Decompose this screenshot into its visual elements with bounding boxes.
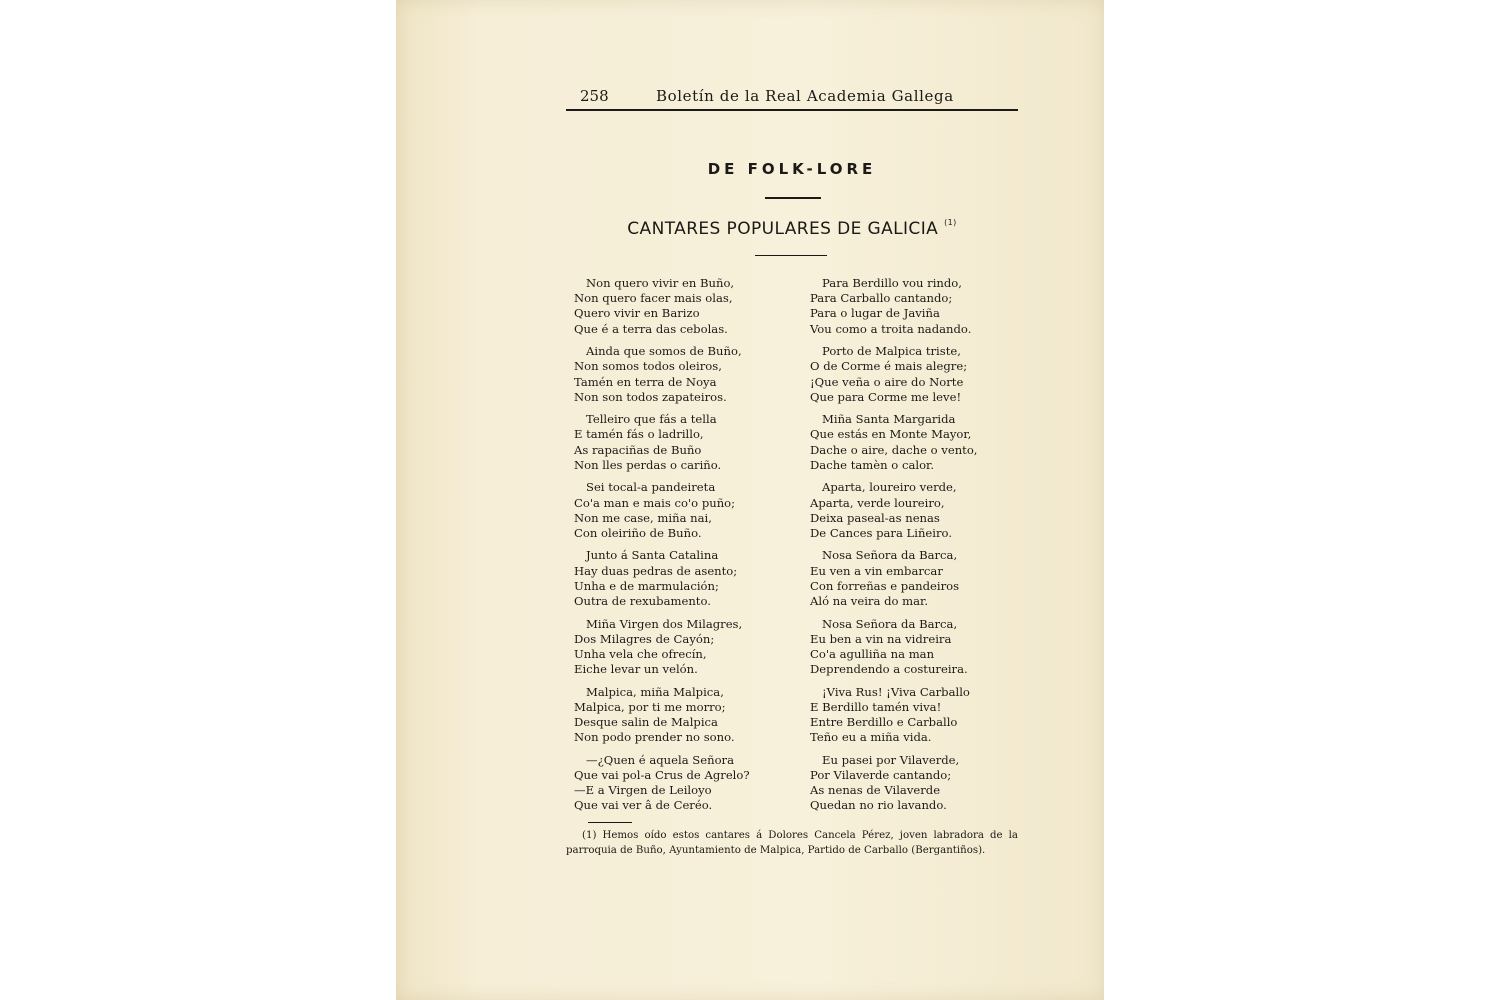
stanza — [810, 276, 1030, 337]
verse-line: Dache o aire, dache o vento, — [810, 442, 978, 457]
section-divider — [765, 197, 821, 199]
section-title: DE FOLK-LORE — [707, 160, 877, 178]
running-header — [566, 85, 1018, 111]
verse-line: Aparta, verde loureiro, — [810, 495, 945, 510]
verse-line: Outra de rexubamento. — [574, 594, 711, 609]
verse-line: E tamén fás o ladrillo, — [574, 427, 704, 442]
verse-line: De Cances para Liñeiro. — [810, 525, 953, 540]
verse-line: Para o lugar de Javiña — [810, 306, 940, 321]
verse-line: Que é a terra das cebolas. — [574, 321, 728, 336]
verse-line: Porto de Malpica triste, — [822, 344, 961, 359]
stanza — [574, 276, 794, 337]
stanza — [810, 548, 1030, 609]
stanza — [810, 685, 1030, 746]
verse-line: Co'a agulliña na man — [810, 646, 935, 661]
verse-line: Que vai pol-a Crus de Agrelo? — [574, 767, 750, 782]
verse-line: Unha vela che ofrecín, — [574, 646, 707, 661]
document-page — [396, 0, 1104, 1000]
verse-line: Con forreñas e pandeiros — [810, 578, 960, 593]
verse-line: E Berdillo tamén viva! — [810, 699, 942, 714]
footnote-marker: (1) — [582, 830, 597, 841]
verse-line: Co'a man e mais co'o puño; — [574, 495, 736, 510]
verse-line: Nosa Señora da Barca, — [822, 616, 958, 631]
verse-line: Sei tocal-a pandeireta — [586, 480, 716, 495]
verse-line: Dos Milagres de Cayón; — [574, 631, 715, 646]
verse-line: Dache tamèn o calor. — [810, 457, 935, 472]
footnote-text: Hemos oído estos cantares á Dolores Cancela Pérez, joven labradora de la parroquia de Buño, Ayuntamiento de Malpica, Partido de Carballo (Bergantiños). — [566, 830, 1018, 856]
verse-line: Non quero vivir en Buño, — [586, 276, 735, 290]
verse-line: —¿Quen é aquela Señora — [586, 752, 735, 767]
verse-line: Deprendendo a costureira. — [810, 662, 968, 677]
verse-line: As nenas de Vilaverde — [810, 783, 941, 798]
verse-line: Tamén en terra de Noya — [574, 374, 717, 389]
journal-title: Boletín de la Real Academia Gallega — [656, 87, 954, 105]
verse-line: Ainda que somos de Buño, — [586, 344, 742, 359]
verse-line: Eiche levar un velón. — [574, 662, 698, 677]
stanza — [810, 480, 1030, 541]
stanza — [810, 344, 1030, 405]
verse-line: Que estás en Monte Mayor, — [810, 427, 972, 442]
article-subtitle — [566, 218, 1018, 239]
verse-line: Para Berdillo vou rindo, — [822, 276, 962, 290]
stanza — [574, 344, 794, 405]
subtitle-text: CANTARES POPULARES DE GALICIA — [627, 219, 939, 239]
verse-line: Telleiro que fás a tella — [586, 412, 717, 427]
verse-line: Aparta, loureiro verde, — [822, 480, 957, 495]
verse-line: Non me case, miña nai, — [574, 510, 712, 525]
verse-column-left — [574, 276, 794, 821]
verse-line: Entre Berdillo e Carballo — [810, 715, 958, 730]
verse-line: As rapaciñas de Buño — [574, 442, 702, 457]
verse-line: Miña Virgen dos Milagres, — [586, 616, 743, 631]
page-number: 258 — [580, 87, 609, 105]
stanza — [574, 685, 794, 746]
verse-line: Quedan no rio lavando. — [810, 798, 947, 813]
stanza — [810, 753, 1030, 814]
verse-line: Que para Corme me leve! — [810, 389, 962, 404]
verse-column-right — [810, 276, 1030, 821]
verse-line: Non lles perdas o cariño. — [574, 457, 722, 472]
footnote-divider — [588, 822, 632, 823]
verse-line: ¡Que veña o aire do Norte — [810, 374, 964, 389]
verse-line: Vou como a troita nadando. — [810, 321, 972, 336]
verse-line: O de Corme é mais alegre; — [810, 359, 968, 374]
verse-line: ¡Viva Rus! ¡Viva Carballo — [822, 684, 970, 699]
verse-line: Por Vilaverde cantando; — [810, 767, 952, 782]
subtitle-divider — [755, 255, 827, 256]
footnote — [566, 828, 1018, 858]
verse-line: Con oleiriño de Buño. — [574, 525, 702, 540]
verse-line: Non son todos zapateiros. — [574, 389, 727, 404]
verse-line: Desque salin de Malpica — [574, 715, 718, 730]
stanza — [574, 412, 794, 473]
verse-line: Junto á Santa Catalina — [586, 548, 719, 563]
verse-line: Eu ven a vin embarcar — [810, 563, 943, 578]
verse-line: Non quero facer mais olas, — [574, 291, 733, 306]
verse-line: Teño eu a miña vida. — [810, 730, 932, 745]
verse-line: Non podo prender no sono. — [574, 730, 735, 745]
stanza — [574, 753, 794, 814]
verse-line: Nosa Señora da Barca, — [822, 548, 958, 563]
verse-line: Non somos todos oleiros, — [574, 359, 722, 374]
stanza — [574, 480, 794, 541]
verse-line: —E a Virgen de Leiloyo — [574, 783, 712, 798]
verse-line: Quero vivir en Barizo — [574, 306, 700, 321]
footnote-reference: (1) — [944, 218, 957, 227]
stanza — [810, 617, 1030, 678]
stanza — [574, 617, 794, 678]
verse-line: Eu pasei por Vilaverde, — [822, 752, 960, 767]
verse-line: Aló na veira do mar. — [810, 594, 929, 609]
verse-line: Unha e de marmulación; — [574, 578, 719, 593]
stanza — [810, 412, 1030, 473]
verse-line: Para Carballo cantando; — [810, 291, 953, 306]
verse-line: Miña Santa Margarida — [822, 412, 956, 427]
verse-line: Hay duas pedras de asento; — [574, 563, 738, 578]
verse-line: Malpica, por ti me morro; — [574, 699, 726, 714]
verse-line: Eu ben a vin na vidreira — [810, 631, 952, 646]
verse-line: Deixa paseal-as nenas — [810, 510, 940, 525]
verse-line: Malpica, miña Malpica, — [586, 684, 724, 699]
verse-line: Que vai ver â de Ceréo. — [574, 798, 713, 813]
stanza — [574, 548, 794, 609]
